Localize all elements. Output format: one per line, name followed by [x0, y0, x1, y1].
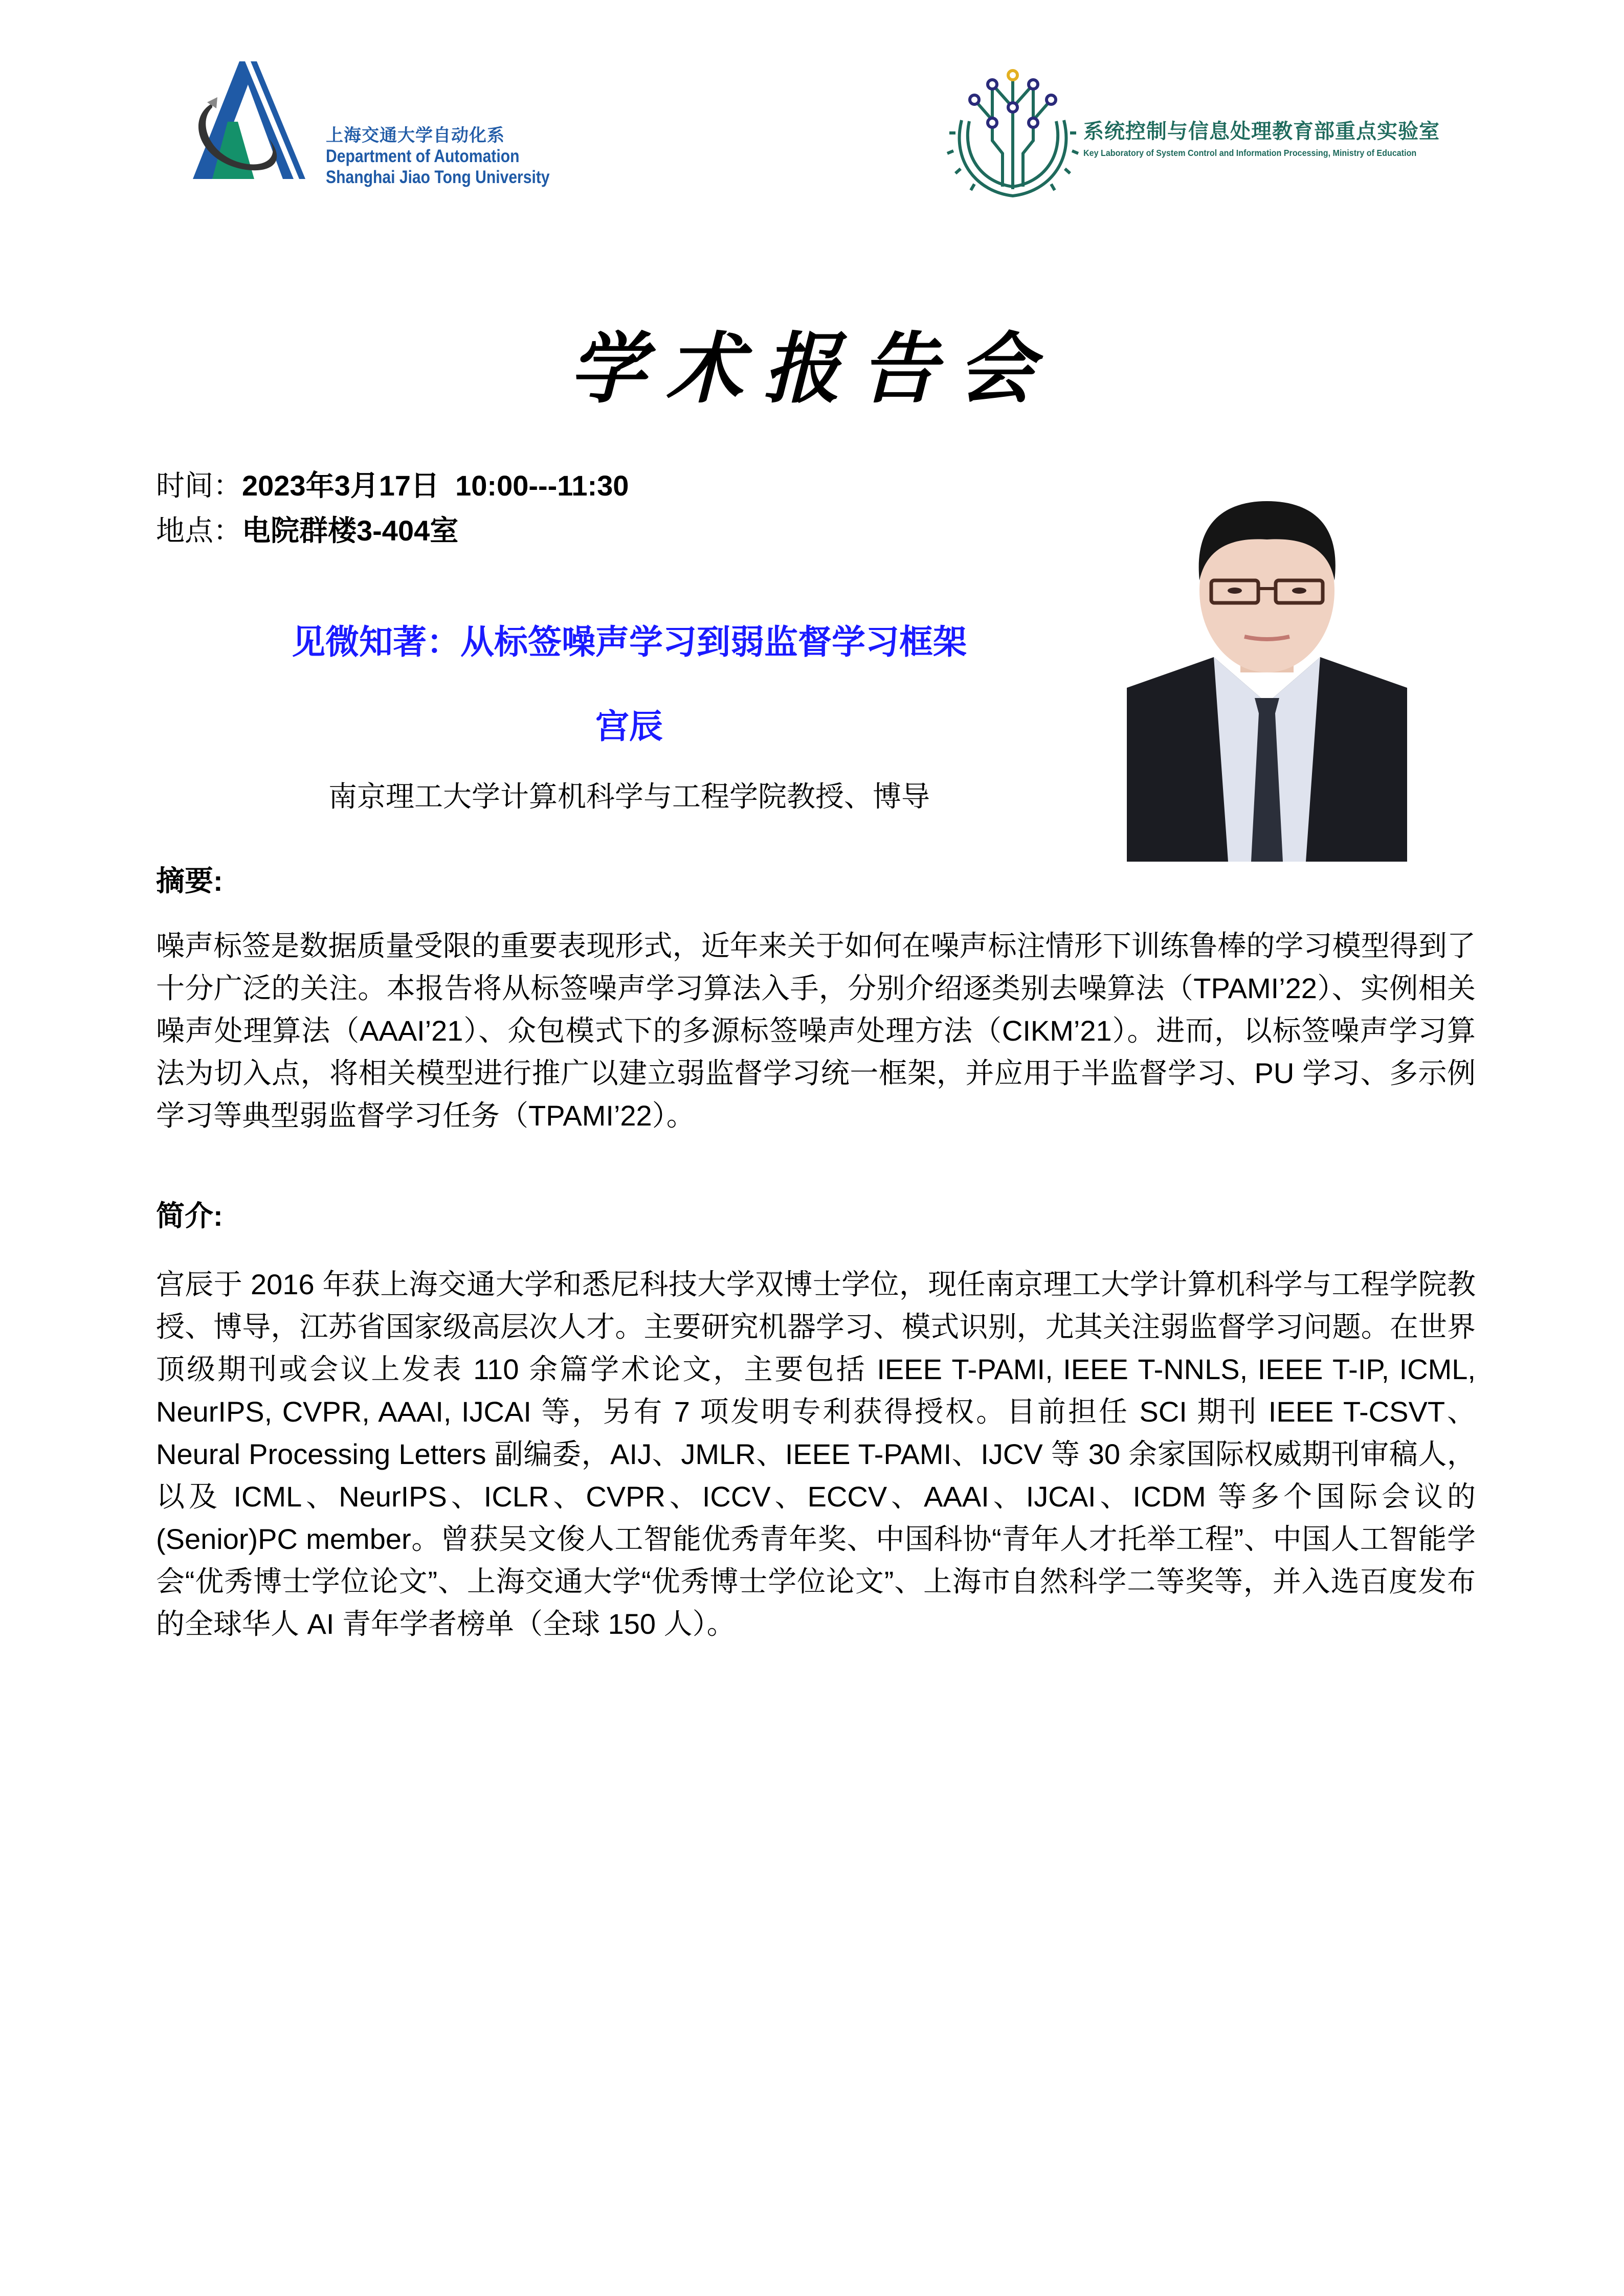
portrait-image-icon — [1127, 488, 1407, 862]
talk-title: 见微知著：从标签噪声学习到弱监督学习框架 — [292, 623, 967, 661]
place-value: 电院群楼3-404室 — [242, 514, 459, 547]
logo-name-cn: 上海交通大学自动化系 — [326, 126, 505, 145]
event-place — [156, 516, 458, 545]
speaker-name: 宫辰 — [595, 707, 663, 745]
speaker-affiliation: 南京理工大学计算机科学与工程学院教授、博导 — [328, 780, 930, 813]
lab-name-en: Key Laboratory of System Control and Information Processing, Ministry of Education — [1083, 148, 1417, 158]
bio-text: 宫辰于 2016 年获上海交通大学和悉尼科技大学双博士学位，现任南京理工大学计算机科学与工程学院教授、博导，江苏省国家级高层次人才。主要研究机器学习、模式识别，尤其关注弱监督学习问题。在世界顶级期刊或会议上发表 110 余篇学术论文，主要包括 IEEE T-PAMI, IEEE T-NNLS, IEEE T-IP, ICML, NeurIPS, CVPR, AAAI, IJCAI 等，另有 7 项发明专利获得授权。目前担任 SCI 期刊 IEEE T-CSVT、Neural Processing Letters 副编委，AIJ、JMLR、IEEE T-PAMI、IJCV 等 30 余家国际权威期刊审稿人，以及 ICML、NeurIPS、ICLR、CVPR、ICCV、ECCV、AAAI、IJCAI、ICDM 等多个国际会议的(Senior)PC member。曾获吴文俊人工智能优秀青年奖、中国科协“青年人才托举工程”、中国人工智能学会“优秀博士学位论文”、上海交通大学“优秀博士学位论文”、上海市自然科学二等奖等，并入选百度发布的全球华人 AI 青年学者榜单（全球 150 人）。 — [156, 1268, 1476, 1640]
circuit-gear-logo-icon — [946, 64, 1079, 202]
sjtu-automation-logo — [192, 61, 601, 189]
lab-name-cn: 系统控制与信息处理教育部重点实验室 — [1083, 120, 1440, 143]
speaker-photo — [1127, 488, 1407, 862]
logo-name-en-line1: Department of Automation — [326, 146, 520, 166]
logo-name-en-line2: Shanghai Jiao Tong University — [326, 167, 550, 187]
place-label: 地点： — [156, 514, 242, 547]
abstract-heading: 摘要: — [156, 865, 223, 897]
event-time — [156, 471, 629, 500]
triangle-a-logo-icon — [192, 61, 325, 189]
abstract-text: 噪声标签是数据质量受限的重要表现形式，近年来关于如何在噪声标注情形下训练鲁棒的学习模型得到了十分广泛的关注。本报告将从标签噪声学习算法入手，分别介绍逐类别去噪算法（TPAMI’22）、实例相关噪声处理算法（AAAI’21）、众包模式下的多源标签噪声处理方法（CIKM’21）。进而，以标签噪声学习算法为切入点，将相关模型进行推广以建立弱监督学习统一框架，并应用于半监督学习、PU 学习、多示例学习等典型弱监督学习任务（TPAMI’22）。 — [156, 930, 1476, 1132]
key-lab-logo — [946, 64, 1499, 202]
time-value: 2023年3月17日 10:00---11:30 — [242, 469, 629, 502]
page-title: 学术报告会 — [569, 324, 1055, 414]
bio-heading: 简介: — [156, 1200, 223, 1232]
time-label: 时间： — [156, 469, 242, 502]
